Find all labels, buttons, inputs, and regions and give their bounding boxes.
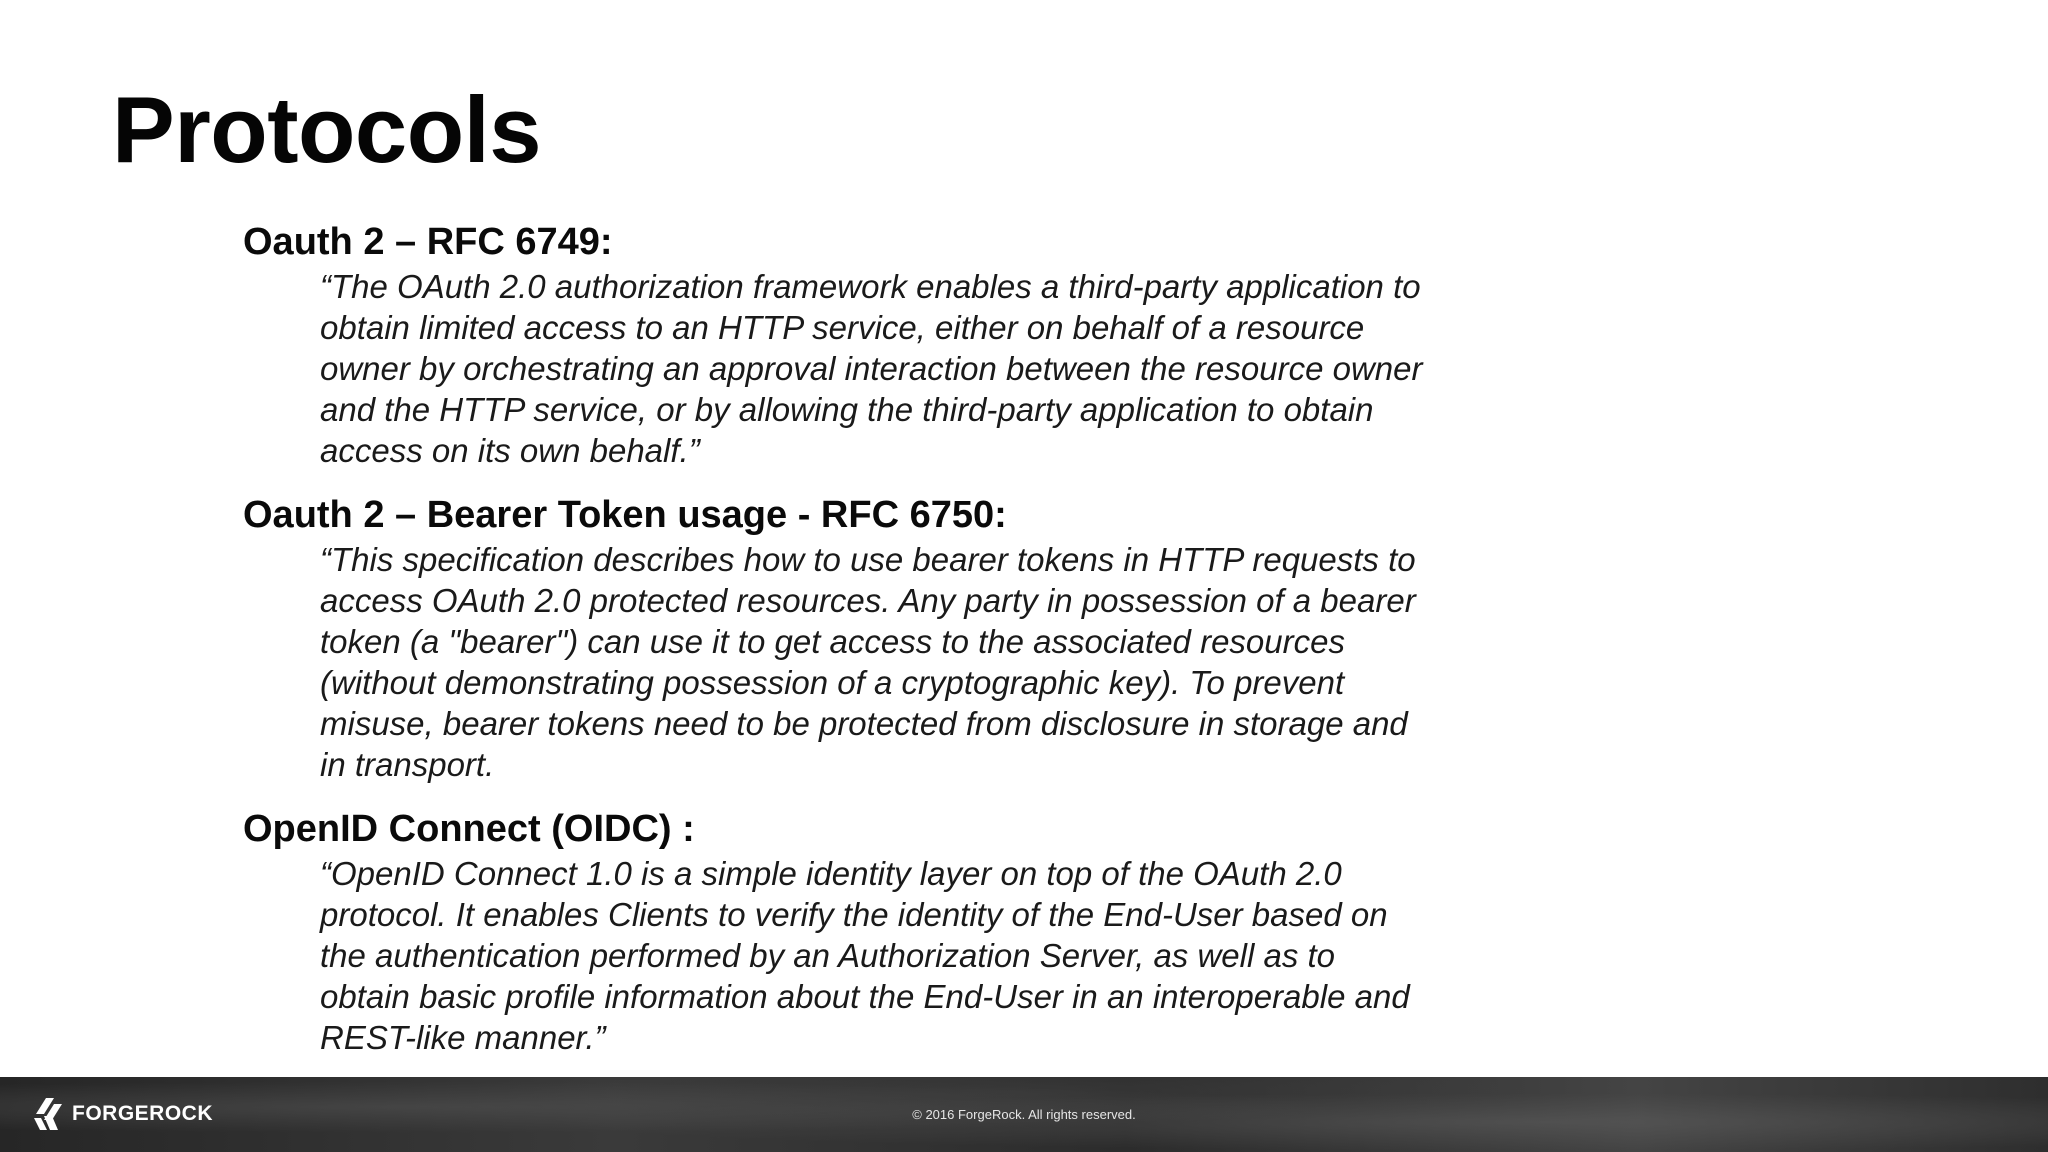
quote-line: obtain limited access to an HTTP service, either on behalf of a resource bbox=[320, 309, 1365, 346]
quote-line: token (a "bearer") can use it to get access to the associated resources bbox=[320, 623, 1345, 660]
footer-bar bbox=[0, 1077, 2048, 1152]
quote-line: in transport. bbox=[320, 746, 495, 783]
quote-line: “This specification describes how to use bearer tokens in HTTP requests to bbox=[320, 541, 1416, 578]
quote-line: “OpenID Connect 1.0 is a simple identity layer on top of the OAuth 2.0 bbox=[320, 855, 1342, 892]
quote-line: REST-like manner.” bbox=[320, 1019, 606, 1056]
section-heading: OpenID Connect (OIDC) : bbox=[243, 808, 695, 850]
quote-line: the authentication performed by an Authorization Server, as well as to bbox=[320, 937, 1336, 974]
copyright-text: © 2016 ForgeRock. All rights reserved. bbox=[912, 1107, 1136, 1122]
section-openid-connect bbox=[243, 805, 1523, 1058]
quote-line: owner by orchestrating an approval interaction between the resource owner bbox=[320, 350, 1423, 387]
section-quote bbox=[320, 853, 1730, 1058]
quote-line: “The OAuth 2.0 authorization framework enables a third-party application to bbox=[320, 268, 1421, 305]
slide-title: Protocols bbox=[112, 77, 542, 182]
quote-line: access OAuth 2.0 protected resources. Any party in possession of a bearer bbox=[320, 582, 1416, 619]
quote-line: obtain basic profile information about the End-User in an interoperable and bbox=[320, 978, 1410, 1015]
section-heading: Oauth 2 – Bearer Token usage - RFC 6750: bbox=[243, 494, 1007, 536]
section-quote bbox=[320, 266, 1730, 471]
quote-line: and the HTTP service, or by allowing the third-party application to obtain bbox=[320, 391, 1374, 428]
section-quote bbox=[320, 539, 1730, 785]
quote-line: misuse, bearer tokens need to be protected from disclosure in storage and bbox=[320, 705, 1408, 742]
brand-name: FORGEROCK bbox=[72, 1102, 213, 1125]
quote-line: protocol. It enables Clients to verify the identity of the End-User based on bbox=[320, 896, 1388, 933]
quote-line: access on its own behalf.” bbox=[320, 432, 700, 469]
section-bearer-token-rfc6750 bbox=[243, 491, 1523, 785]
section-oauth2-rfc6749 bbox=[243, 218, 1523, 471]
section-heading: Oauth 2 – RFC 6749: bbox=[243, 221, 613, 263]
slide-content bbox=[243, 218, 1523, 1078]
quote-line: (without demonstrating possession of a cryptographic key). To prevent bbox=[320, 664, 1345, 701]
